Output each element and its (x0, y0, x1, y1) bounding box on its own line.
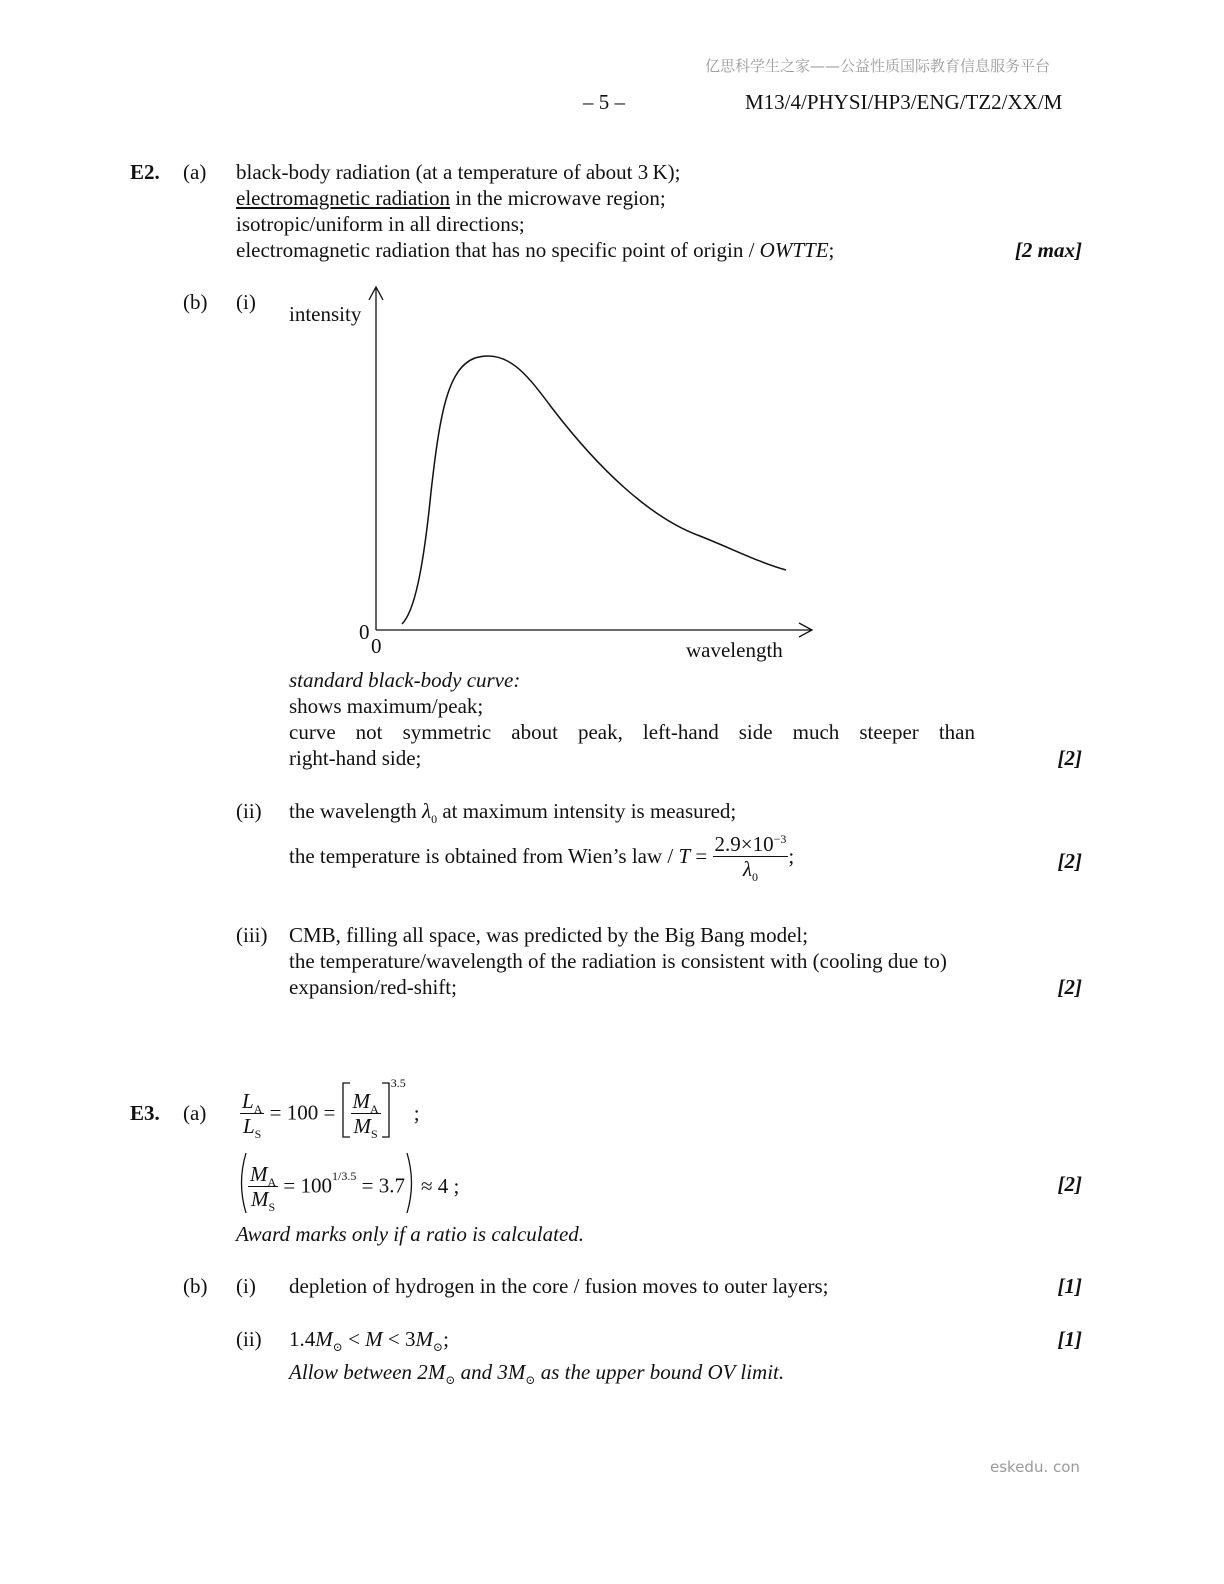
sun-symbol: ⊙ (433, 1340, 444, 1355)
e3-b-i-mark: [1] (1057, 1274, 1082, 1298)
owtte: OWTTE (759, 238, 829, 262)
e2-b-i-mark: [2] (1057, 746, 1082, 770)
e3-b-ii-text (289, 1327, 449, 1355)
e2-b-i-line-1: shows maximum/peak; (289, 694, 484, 718)
e2-b-iii-line-1: CMB, filling all space, was predicted by the Big Bang model; (289, 923, 809, 947)
semicolon: ; (413, 1100, 420, 1125)
y-axis-label: intensity (289, 302, 362, 326)
mass-ratio (248, 1161, 278, 1214)
text: the temperature is obtained from Wien’s law / (289, 844, 679, 868)
left-bracket (341, 1082, 351, 1144)
x-axis-label: wavelength (686, 638, 783, 662)
e2-part-a-label: (a) (183, 160, 207, 184)
left-paren (236, 1152, 248, 1220)
temperature-symbol: T (678, 844, 691, 868)
black-body-graph (280, 282, 840, 672)
equals-100: = 100 (278, 1173, 333, 1198)
numerator: 2.9×10 (714, 832, 774, 856)
e2-a-line-4-semicolon: ; (828, 238, 835, 262)
e2-a-mark: [2 max] (1014, 238, 1082, 262)
symbol: M (315, 1327, 333, 1351)
underlined-term: electromagnetic radiation (236, 186, 450, 210)
e2-b-i-line-2: curve not symmetric about peak, left-hand side much steeper than (289, 720, 975, 744)
x-origin-label: 0 (371, 634, 382, 658)
e3-part-b-label: (b) (183, 1274, 208, 1298)
text: < (342, 1327, 366, 1351)
sun-symbol: ⊙ (525, 1373, 536, 1388)
text: the wavelength (289, 799, 422, 823)
e2-b-iii-mark: [2] (1057, 975, 1082, 999)
e3-part-a-label: (a) (183, 1101, 207, 1125)
e2-b-ii-line-2 (289, 832, 795, 885)
e2-b-iii-line-3: expansion/red-shift; (289, 975, 457, 999)
symbol: M (250, 1186, 269, 1211)
document-code: M13/4/PHYSI/HP3/ENG/TZ2/XX/M (745, 90, 1063, 114)
e2-part-b-label: (b) (183, 290, 208, 314)
sun-symbol: ⊙ (332, 1340, 343, 1355)
symbol: M (250, 1161, 268, 1186)
e3-a-equation-1 (240, 1076, 420, 1144)
luminosity-ratio (240, 1088, 264, 1141)
lambda-symbol: λ (742, 857, 752, 881)
symbol: M (415, 1327, 433, 1351)
subscript: A (253, 1101, 263, 1116)
symbol: L (242, 1113, 255, 1138)
symbol: L (242, 1088, 254, 1113)
e3-a-equation-2 (236, 1152, 459, 1220)
text: 1.4 (289, 1327, 316, 1351)
e2-a-line-4-text: electromagnetic radiation that has no specific point of origin / (236, 238, 760, 262)
watermark-bottom: eskedu. con (990, 1458, 1080, 1476)
page-number: – 5 – (583, 90, 625, 114)
e2-b-i-heading: standard black-body curve: (289, 668, 521, 692)
equals-3-7: = 3.7 (356, 1173, 405, 1198)
e2-b-i-line-3: right-hand side; (289, 746, 422, 770)
semicolon: ; (443, 1327, 449, 1351)
e3-b-i-text: depletion of hydrogen in the core / fusion moves to outer layers; (289, 1274, 829, 1298)
text: Allow between 2 (289, 1360, 428, 1384)
e3-a-note: Award marks only if a ratio is calculated. (236, 1222, 585, 1246)
subscript: S (254, 1126, 262, 1141)
right-paren (405, 1152, 417, 1220)
y-origin-label: 0 (359, 620, 370, 644)
e2-b-ii-label: (ii) (236, 799, 262, 823)
subscript: A (370, 1101, 379, 1116)
equals: = (690, 844, 713, 868)
text: at maximum intensity is measured; (437, 799, 737, 823)
subscript: A (267, 1174, 277, 1189)
watermark-top: 亿思科学生之家——公益性质国际教育信息服务平台 (705, 57, 1051, 75)
symbol: M (365, 1327, 383, 1351)
e2-b-ii-line-1 (289, 799, 737, 827)
e2-b-i-label: (i) (236, 290, 256, 314)
symbol: M (427, 1360, 446, 1384)
e3-b-i-label: (i) (236, 1274, 256, 1298)
e2-b-iii-line-2: the temperature/wavelength of the radiation is consistent with (cooling due to) (289, 949, 947, 973)
question-number-e3: E3. (130, 1101, 160, 1125)
e2-a-line-2 (236, 186, 666, 211)
e2-b-iii-label: (iii) (236, 923, 268, 947)
subscript: 0 (431, 812, 438, 827)
e2-a-line-2-rest: in the microwave region; (449, 186, 666, 210)
e3-b-ii-label: (ii) (236, 1327, 262, 1351)
text: and 3 (455, 1360, 508, 1384)
mass-ratio (351, 1088, 381, 1141)
e2-b-ii-mark: [2] (1057, 849, 1082, 873)
semicolon: ; (788, 844, 795, 868)
symbol: M (353, 1113, 372, 1138)
e2-a-line-4 (236, 238, 834, 263)
symbol: M (507, 1360, 526, 1384)
e2-a-line-3: isotropic/uniform in all directions; (236, 212, 525, 236)
symbol: M (352, 1088, 371, 1113)
wien-fraction (713, 832, 789, 885)
subscript: S (268, 1199, 276, 1214)
exponent: 3.5 (390, 1076, 406, 1090)
lambda-symbol: λ (421, 799, 432, 823)
right-bracket (381, 1082, 391, 1144)
e2-a-line-1: black-body radiation (at a temperature of about 3 K); (236, 160, 681, 184)
text: < 3 (382, 1327, 416, 1351)
e3-a-mark: [2] (1057, 1172, 1082, 1196)
exponent: −3 (773, 832, 787, 846)
e3-b-ii-note (289, 1360, 785, 1388)
sun-symbol: ⊙ (445, 1373, 456, 1388)
e3-b-ii-mark: [1] (1057, 1327, 1082, 1351)
approx-4: ≈ 4 ; (420, 1173, 460, 1198)
subscript: S (371, 1126, 378, 1141)
question-number-e2: E2. (130, 160, 160, 184)
exponent: 1/3.5 (332, 1169, 357, 1183)
subscript: 0 (752, 870, 758, 885)
equals-100: = 100 = (264, 1100, 341, 1125)
black-body-curve (402, 356, 786, 624)
text: as the upper bound OV limit. (535, 1360, 785, 1384)
